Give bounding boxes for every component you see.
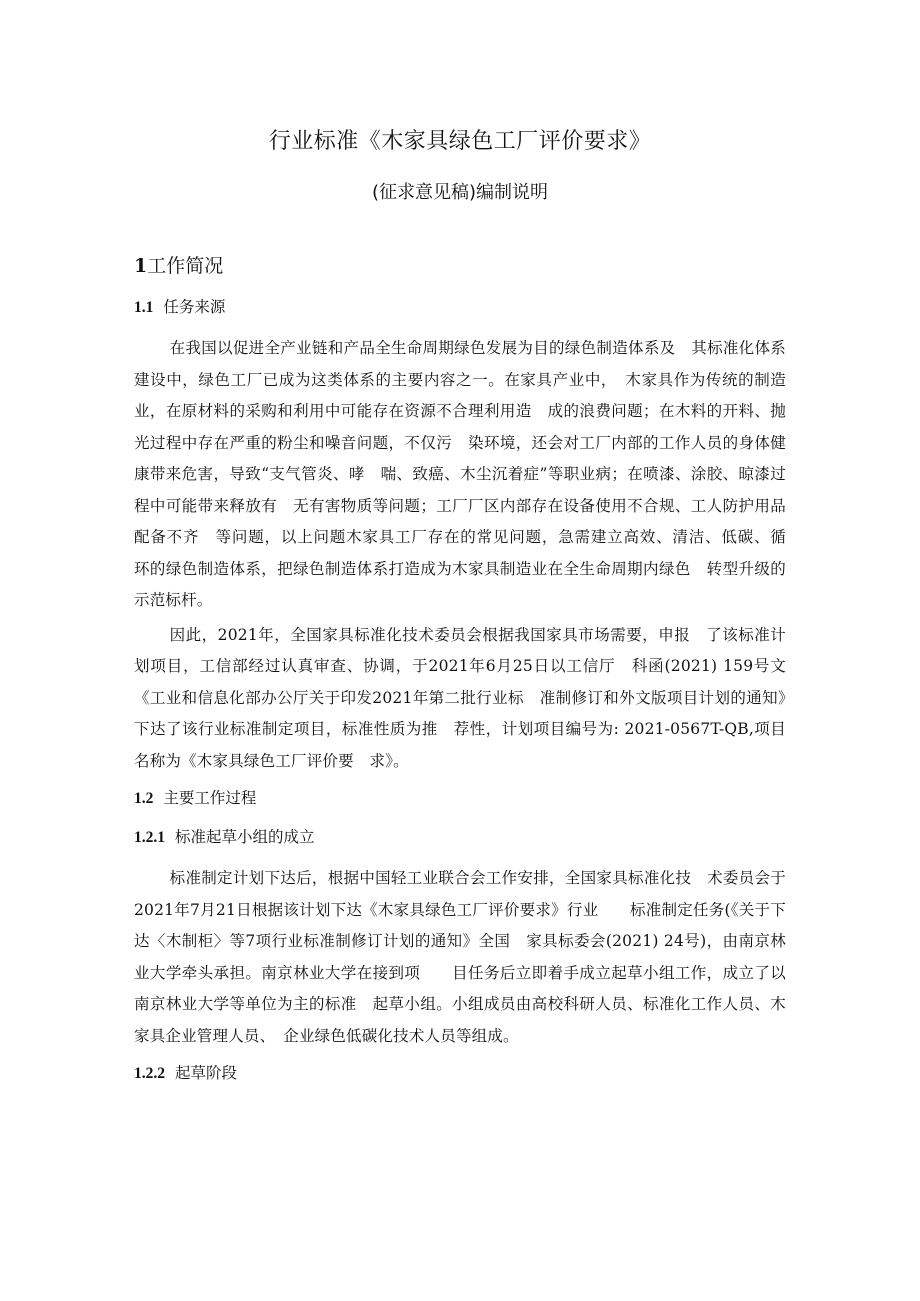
paragraph-task-source: 在我国以促进全产业链和产品全生命周期绿色发展为目的绿色制造体系及 其标准化体系建设中，绿色工厂已成为这类体系的主要内容之一。在家具产业中， 木家具作为传统的制造业，在原材料的采购和利用中可能存在资源不合理利用造 成的浪费问题；在木料的开料、抛光过程中存在严重的粉尘和噪音问题，不仅污 染环境，还会对工厂内部的工作人员的身体健康带来危害，导致“支气管炎、哮 喘、致癌、木尘沉着症”等职业病；在喷漆、涂胶、晾漆过程中可能带来释放有 无有害物质等问题；工厂厂区内部存在设备使用不合规、工人防护用品配备不齐 等问题，以上问题木家具工厂存在的常见问题，急需建立高效、清洁、低碳、循 环的绿色制造体系，把绿色制造体系打造成为木家具制造业在全生命周期内绿色 转型升级的示范标杆。: [134, 339, 802, 609]
section-heading-1-2-1: [134, 824, 786, 851]
section-number: 1.1: [134, 299, 154, 316]
section-label: 工作简况: [147, 255, 224, 277]
section-number: 1: [134, 255, 148, 277]
section-label: 主要工作过程: [163, 789, 257, 807]
section-number: 1.2.1: [134, 829, 165, 846]
document-body: [134, 252, 802, 1099]
section-heading-1-2: [134, 785, 786, 812]
section-heading-1-1: [134, 294, 786, 321]
section-heading-1: [134, 252, 786, 280]
paragraph-project-approval: 因此，2021年，全国家具标准化技术委员会根据我国家具市场需要，申报 了该标准计划项目，工信部经过认真审查、协调，于2021年6月25日以工信厅 科函(2021) 159号文《工业和信息化部办公厅关于印发2021年第二批行业标 准制修订和外文版项目计划的通知》下达了该行业标准制定项目，标准性质为推 荐性，计划项目编号为: 2021-0567T-QB,项目名称为《木家具绿色工厂评价要 求》。: [134, 625, 786, 770]
section-label: 起草阶段: [175, 1064, 238, 1082]
paragraph-drafting-group: 标准制定计划下达后，根据中国轻工业联合会工作安排，全国家具标准化技 术委员会于2021年7月21日根据该计划下达《木家具绿色工厂评价要求》行业 标准制定任务(《关于下达〈木制柜〉等7项行业标准制修订计划的通知》全国 家具标委会(2021) 24号)，由南京林业大学牵头承担。南京林业大学在接到项 目任务后立即着手成立起草小组工作，成立了以南京林业大学等单位为主的标准 起草小组。小组成员由高校科研人员、标准化工作人员、木家具企业管理人员、 企业绿色低碳化技术人员等组成。: [134, 869, 786, 1045]
section-number: 1.2: [134, 790, 154, 807]
document-subtitle: (征求意见稿)编制说明: [371, 182, 549, 203]
document-title: 行业标准《木家具绿色工厂评价要求》: [268, 129, 652, 154]
section-label: 标准起草小组的成立: [175, 828, 315, 846]
section-label: 任务来源: [163, 298, 226, 316]
section-heading-1-2-2: [134, 1060, 786, 1087]
section-number: 1.2.2: [134, 1065, 165, 1082]
